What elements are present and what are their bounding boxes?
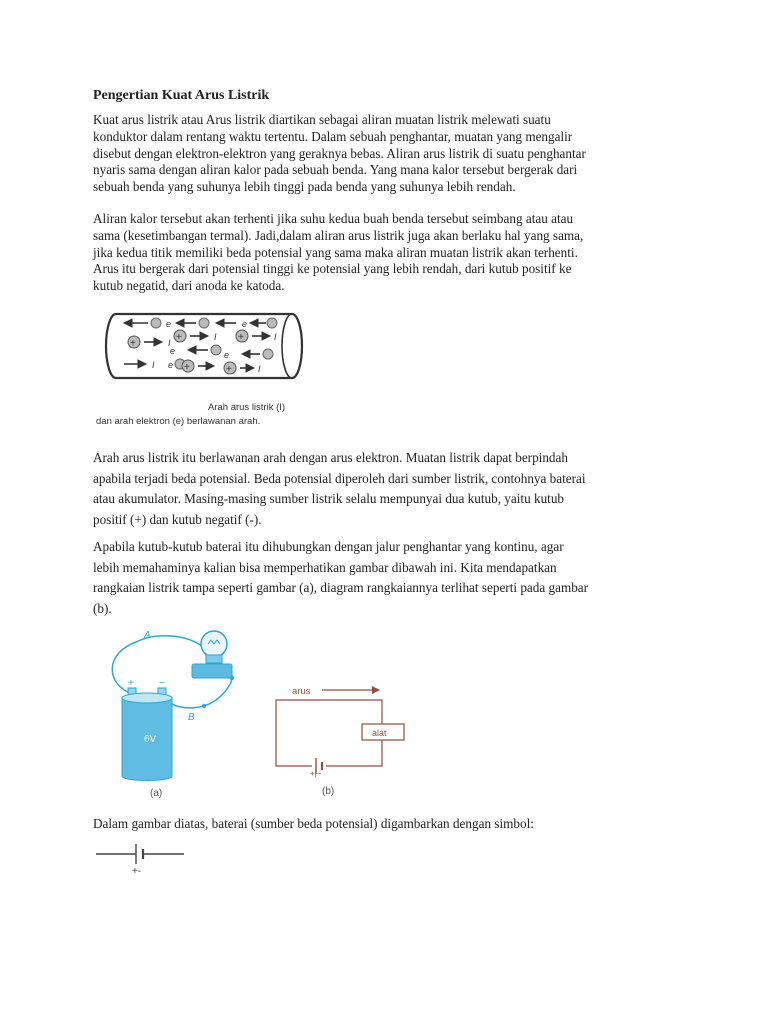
current-label: I <box>152 360 155 370</box>
paragraph-current-direction <box>93 448 693 530</box>
text-line: lebih memahaminya kalian bisa memperhatikan gambar dibawah ini. Kita mendapatkan <box>93 559 557 575</box>
text-line: Arus itu bergerak dari potensial tinggi ke potensial yang lebih rendah, dari kutub positif ke <box>93 261 572 277</box>
text-line: rangkaian listrik tampa seperti gambar (a), diagram rangkaiannya terlihat seperti pada gambar <box>93 580 589 595</box>
alat-label: alat <box>372 728 387 738</box>
text-line: konduktor dalam rentang waktu tertentu. Dalam sebuah penghantar, muatan yang mengalir <box>93 128 573 144</box>
figure-caption-line-2: dan arah elektron (e) berlawanan arah. <box>96 416 261 427</box>
current-label: I <box>214 332 217 342</box>
text-line: atau akumulator. Masing-masing sumber listrik selalu mempunyai dua kutub, yaitu kutub <box>93 491 565 506</box>
svg-text:+: + <box>130 338 136 349</box>
text-line: apabila terjadi beda potensial. Beda potensial diperoleh dari sumber listrik, contohnya baterai <box>93 470 586 486</box>
text-line: kutub negatid, dari anoda ke katoda. <box>93 278 285 294</box>
arus-label: arus <box>292 686 311 697</box>
label-b: B <box>188 712 195 723</box>
figure-caption-line-1: Arah arus listrik (I) <box>208 402 286 413</box>
caption-b: (b) <box>322 786 335 797</box>
text-line: Kuat arus listrik atau Arus listrik diartikan sebagai aliran muatan listrik melewati suatu <box>93 112 551 127</box>
text-line: Dalam gambar diatas, baterai (sumber beda potensial) digambarkan dengan simbol: <box>93 816 534 831</box>
svg-text:+: + <box>184 362 190 373</box>
lamp-icon <box>192 631 232 678</box>
caption-a: (a) <box>150 788 163 799</box>
text-line: positif (+) dan kutub negatif (-). <box>93 511 262 527</box>
wire-b <box>164 678 232 708</box>
text-line: jika kedua titik memiliki beda potensial yang sama maka aliran muatan listrik akan terhenti. <box>93 244 578 260</box>
polarity-label: +|− <box>310 769 322 778</box>
paragraph-heat-flow <box>93 211 693 295</box>
plus-sign: + <box>128 678 134 689</box>
text-line: nyaris sama dengan aliran kalor pada sebuah benda. Yang mana kalor tersebut bergerak dari <box>93 162 578 178</box>
conductor-figure <box>96 306 346 430</box>
battery-voltage: 6V <box>144 734 157 745</box>
electron-label: e <box>166 319 172 329</box>
text-line: disebut dengan elektron-elektron yang geraknya bebas. Aliran arus listrik di suatu penghantar <box>93 145 586 161</box>
text-line: Aliran kalor tersebut akan terhenti jika suhu kedua buah benda tersebut seimbang atau atau <box>93 211 574 226</box>
current-label: I <box>274 332 277 342</box>
label-a: A <box>144 630 151 641</box>
svg-text:+: + <box>226 364 232 375</box>
text-line: Apabila kutub-kutub baterai itu dihubungkan dengan jalur penghantar yang kontinu, agar <box>93 539 564 554</box>
polarity-label: +- <box>132 866 142 877</box>
arrow-right-icon <box>372 686 380 694</box>
text-line: sama (kesetimbangan termal). Jadi,dalam aliran arus listrik juga akan berlaku hal yang sama, <box>93 227 584 243</box>
paragraph-battery-symbol <box>93 816 693 833</box>
paragraph-circuit <box>93 537 693 619</box>
electron-label: e <box>224 350 230 360</box>
current-label: I <box>168 338 171 348</box>
svg-text:+: + <box>238 332 244 343</box>
electron-label: e <box>170 346 176 356</box>
battery-symbol <box>92 840 192 878</box>
current-label: I <box>258 364 261 374</box>
page-title: Pengertian Kuat Arus Listrik <box>93 88 270 103</box>
svg-text:+: + <box>176 332 182 343</box>
minus-sign: − <box>159 678 165 689</box>
text-line: sebuah benda yang suhunya lebih tinggi pada benda yang suhunya lebih rendah. <box>93 179 516 195</box>
text-line: Arah arus listrik itu berlawanan arah dengan arus elektron. Muatan listrik dapat berpindah <box>93 450 568 465</box>
electron-label: e <box>168 360 174 370</box>
circuit-figure <box>96 624 426 802</box>
paragraph-definition <box>93 112 693 196</box>
text-line: (b). <box>93 600 112 616</box>
battery-icon <box>122 688 172 781</box>
circuit-diagram <box>276 686 404 778</box>
electron-label: e <box>242 319 248 329</box>
